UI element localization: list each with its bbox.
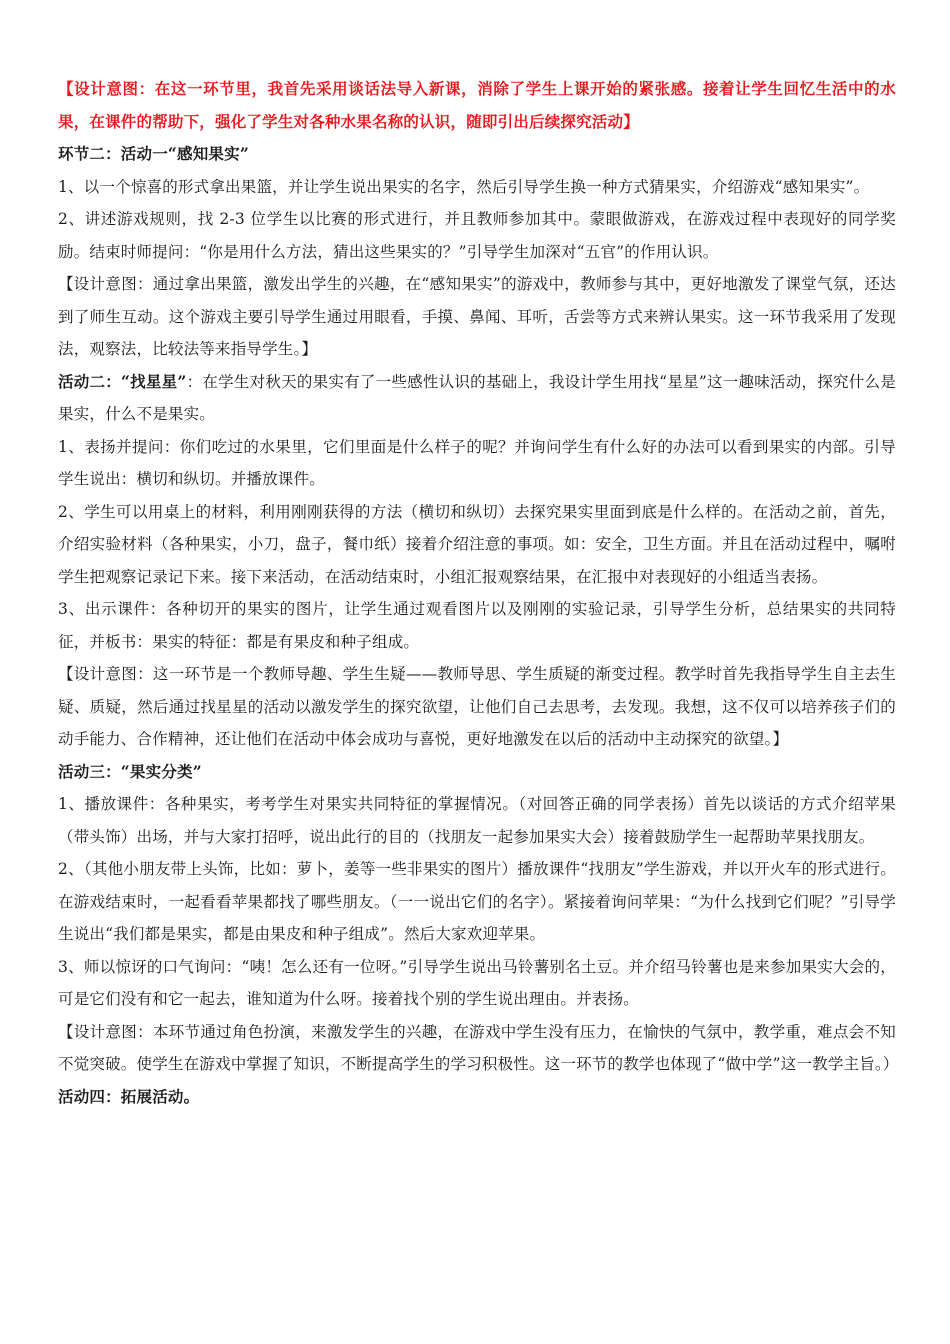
step-paragraph: 2、讲述游戏规则，找 2-3 位学生以比赛的形式进行，并且教师参加其中。蒙眼做游戏，在游戏过程中表现好的同学奖励。结束时师提问：“你是用什么方法，猜出这些果实的？”引导学生加深对“五官”的作用认识。 (58, 210, 896, 261)
design-intent-paragraph: 【设计意图：通过拿出果篮，激发出学生的兴趣，在“感知果实”的游戏中，教师参与其中，更好地激发了课堂气氛，还达到了师生互动。这个游戏主要引导学生通过用眼看，手摸、鼻闻、耳听，舌尝等方式来辨认果实。这一环节我采用了发现法，观察法，比较法等来指导学生。】 (58, 275, 896, 358)
step-paragraph: 3、师以惊讶的口气询问：“咦！怎么还有一位呀。”引导学生说出马铃薯别名土豆。并介绍马铃薯也是来参加果实大会的，可是它们没有和它一起去，谁知道为什么呀。接着找个别的学生说出理由。并表扬。 (58, 957, 896, 1008)
activity-heading-paragraph (58, 366, 896, 431)
step-paragraph: 1、播放课件：各种果实，考考学生对果实共同特征的掌握情况。（对回答正确的同学表扬）首先以谈话的方式介绍苹果（带头饰）出场，并与大家打招呼，说出此行的目的（找朋友一起参加果实大会）接着鼓励学生一起帮助苹果找朋友。 (58, 795, 896, 846)
step-paragraph: 3、出示课件：各种切开的果实的图片，让学生通过观看图片以及刚刚的实验记录，引导学生分析，总结果实的共同特征，并板书：果实的特征：都是有果皮和种子组成。 (58, 600, 896, 651)
step-paragraph: 1、以一个惊喜的形式拿出果篮，并让学生说出果实的名字，然后引导学生换一种方式猜果实，介绍游戏“感知果实”。 (58, 177, 870, 196)
document-page (58, 73, 899, 1113)
design-intent-paragraph: 【设计意图：本环节通过角色扮演，来激发学生的兴趣，在游戏中学生没有压力，在愉快的气氛中，教学重，难点会不知不觉突破。使学生在游戏中掌握了知识，不断提高学生的学习积极性。这一环节的教学也体现了“做中学”这一教学主旨。） (58, 1022, 899, 1073)
step-paragraph: 1、表扬并提问：你们吃过的水果里，它们里面是什么样子的呢？并询问学生有什么好的办法可以看到果实的内部。引导学生说出：横切和纵切。并播放课件。 (58, 437, 896, 488)
activity-heading: 活动三：“果实分类” (58, 761, 202, 781)
step-paragraph: 2、（其他小朋友带上头饰，比如：萝卜，姜等一些非果实的图片）播放课件“找朋友”学生游戏，并以开火车的形式进行。在游戏结束时，一起看看苹果都找了哪些朋友。（一一说出它们的名字）。紧接着询问苹果：“为什么找到它们呢？”引导学生说出“我们都是果实，都是由果皮和种子组成”。然后大家欢迎苹果。 (58, 860, 896, 943)
activity-heading-bold: 活动二：“找星星” (58, 371, 187, 391)
design-intent-paragraph: 【设计意图：这一环节是一个教师导趣、学生生疑——教师导思、学生质疑的渐变过程。教学时首先我指导学生自主去生疑、质疑，然后通过找星星的活动以激发学生的探究欲望，让他们自己去思考，去发现。我想，这不仅可以培养孩子们的动手能力、合作精神，还让他们在活动中体会成功与喜悦，更好地激发在以后的活动中主动探究的欲望。】 (58, 665, 896, 748)
activity-heading-body: ：在学生对秋天的果实有了一些感性认识的基础上，我设计学生用找“星星”这一趣味活动，探究什么是果实，什么不是果实。 (58, 372, 896, 423)
step-paragraph: 2、学生可以用桌上的材料，利用刚刚获得的方法（横切和纵切）去探究果实里面到底是什么样的。在活动之前，首先，介绍实验材料（各种果实，小刀，盘子，餐巾纸）接着介绍注意的事项。如：安全，卫生方面。并且在活动过程中，嘱咐学生把观察记录记下来。接下来活动，在活动结束时，小组汇报观察结果，在汇报中对表现好的小组适当表扬。 (58, 502, 896, 586)
design-intent-paragraph: 【设计意图：在这一环节里，我首先采用谈话法导入新课，消除了学生上课开始的紧张感。接着让学生回忆生活中的水果，在课件的帮助下，强化了学生对各种水果名称的认识，随即引出后续探究活动】 (58, 79, 896, 131)
activity-heading: 活动四：拓展活动。 (58, 1086, 200, 1106)
section-heading: 环节二：活动一“感知果实” (58, 144, 249, 163)
